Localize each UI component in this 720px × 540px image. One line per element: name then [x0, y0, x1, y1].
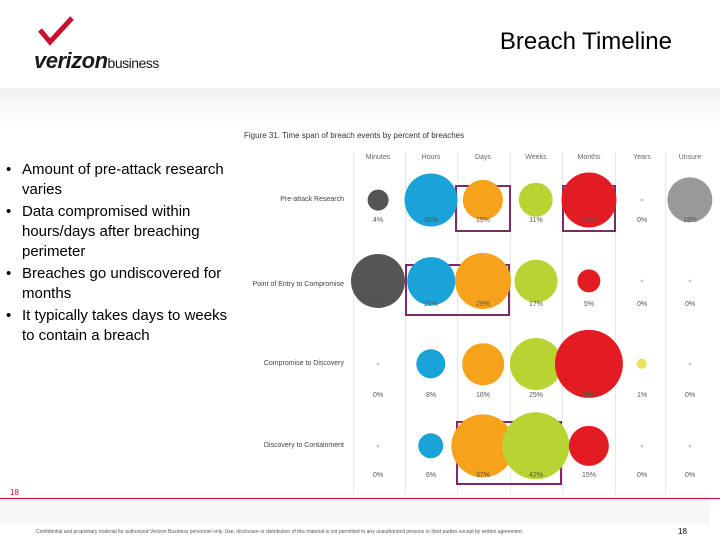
logo-brand: verizon [34, 48, 108, 73]
value-label: 4% [372, 217, 384, 224]
bullet-item: • Breaches go undiscovered for months [4, 264, 234, 304]
column-label-hours: Hours [421, 154, 441, 161]
value-label: 0% [684, 472, 696, 479]
bubble-mark [569, 426, 609, 466]
slide-title: Breach Timeline [499, 28, 672, 55]
value-label: 29% [475, 301, 490, 308]
row-label: Pre-attack Research [280, 196, 344, 203]
bubble-mark [418, 433, 443, 458]
value-label: 19% [682, 217, 697, 224]
row-label: Compromise to Discovery [263, 360, 344, 367]
bubble-mark [555, 330, 623, 398]
column-gridline [353, 152, 354, 510]
column-label-unsure: Unsure [678, 154, 702, 161]
value-label: 42% [528, 472, 543, 479]
value-label: 0% [372, 392, 384, 399]
value-label: 21% [423, 301, 438, 308]
bullet-item: • It typically takes days to weeks to contain a breach [4, 306, 234, 346]
bubble-mark [377, 363, 380, 366]
row-label: Point of Entry to Compromise [252, 281, 344, 288]
bubble-mark [577, 269, 600, 292]
bubble-mark [641, 280, 644, 283]
value-label: 0% [684, 392, 696, 399]
footer-bar [0, 495, 710, 525]
value-label: 25% [528, 392, 543, 399]
value-label: 15% [475, 217, 490, 224]
value-label: 15% [581, 472, 596, 479]
logo-checkmark-icon [38, 16, 74, 46]
bubble-mark [519, 183, 553, 217]
value-label: 16% [475, 392, 490, 399]
row-label: Discovery to Containment [263, 442, 344, 449]
slide-number-left: 18 [10, 488, 19, 497]
column-label-months: Months [577, 154, 601, 161]
bubble-mark [377, 445, 380, 448]
value-label: 27% [370, 301, 385, 308]
value-label: 5% [583, 301, 595, 308]
logo-suffix: business [107, 55, 159, 71]
logo-wordmark [34, 48, 159, 74]
value-label: 0% [636, 217, 648, 224]
column-label-days: Days [475, 154, 491, 161]
bubble-mark [515, 260, 558, 303]
bubble-mark [689, 363, 692, 366]
column-gridline [665, 152, 666, 510]
column-label-years: Years [633, 154, 651, 161]
column-label-weeks: Weeks [525, 154, 547, 161]
value-label: 0% [684, 301, 696, 308]
figure-title: Figure 31. Time span of breach events by percent of breaches [244, 131, 465, 140]
value-label: 8% [425, 392, 437, 399]
value-label: 0% [636, 301, 648, 308]
bubble-mark [641, 199, 644, 202]
bullet-item: • Amount of pre-attack research varies [4, 160, 234, 200]
bubble-mark [462, 343, 504, 385]
value-label: 43% [581, 392, 596, 399]
bullet-list [4, 160, 234, 348]
bubble-mark [368, 190, 389, 211]
value-label: 0% [372, 472, 384, 479]
bubble-mark [689, 280, 692, 283]
bubble-mark [637, 359, 647, 369]
value-label: 6% [425, 472, 437, 479]
value-label: 0% [636, 472, 648, 479]
bubble-mark [641, 445, 644, 448]
bubble-mark [689, 445, 692, 448]
bubble-mark [407, 257, 455, 305]
value-label: 17% [528, 301, 543, 308]
value-label: 26% [581, 217, 596, 224]
value-label: 1% [636, 392, 648, 399]
confidentiality-notice: Confidential and proprietary material for authorized Verizon Business personnel only. Use, disclosure or distribution of this material is not permitted to any unauthorized persons or third parties except by written agreement. [36, 529, 524, 535]
bullet-item: • Data compromised within hours/days after breaching perimeter [4, 202, 234, 262]
footer-rule [0, 498, 720, 499]
value-label: 26% [423, 217, 438, 224]
bubble-mark [667, 177, 712, 222]
title-band [0, 88, 720, 128]
slide-number-right: 18 [678, 527, 687, 536]
verizon-business-logo [30, 14, 180, 74]
value-label: 11% [529, 217, 543, 224]
bubble-mark [416, 349, 445, 378]
bubble-mark [351, 254, 405, 308]
column-label-minutes: Minutes [365, 154, 391, 161]
value-label: 37% [475, 472, 490, 479]
